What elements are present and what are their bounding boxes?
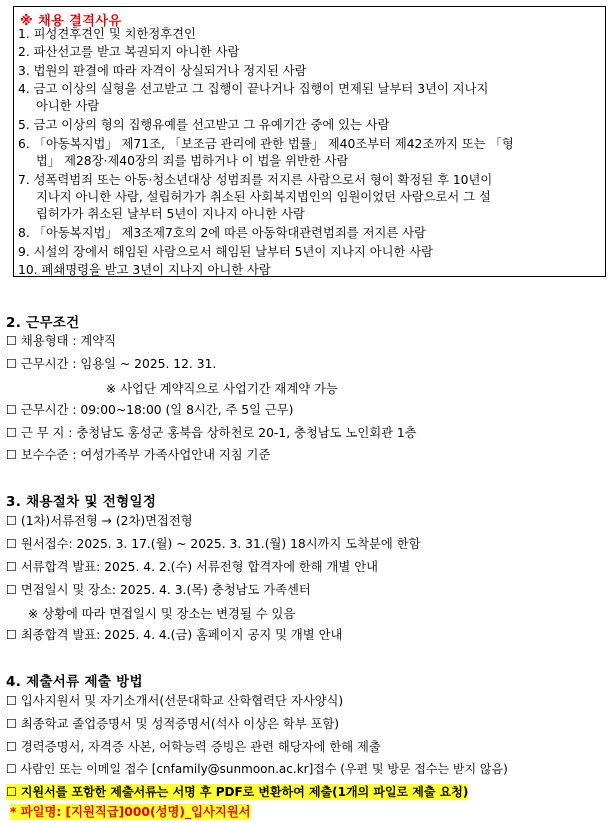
- highlighted-notice: ☐ 지원서를 포함한 제출서류는 서명 후 PDF로 변환하여 제출(1개의 파일로 제출 요청): [6, 785, 469, 799]
- list-item: ☐ (1차)서류전형 → (2차)면접전형: [6, 514, 193, 528]
- note-text: ※ 사업단 계약직으로 사업기간 재계약 가능: [106, 382, 338, 396]
- list-item-continuation: 립허가가 취소된 날부터 5년이 지나지 아니한 사람: [36, 207, 305, 221]
- list-item: ☐ 근무시간 : 임용일 ~ 2025. 12. 31.: [6, 357, 217, 371]
- list-item: ☐ 최종학교 졸업증명서 및 성적증명서(석사 이상은 학부 포함): [6, 717, 340, 731]
- list-item: ☐ 서류합격 발표: 2025. 4. 2.(수) 서류전형 합격자에 한해 개별 안내: [6, 560, 378, 574]
- list-item: 7. 성폭력범죄 또는 아동·청소년대상 성범죄를 저지른 사람으로서 형이 확정된 후 10년이: [18, 173, 493, 187]
- list-item: ☐ 면접일시 및 장소: 2025. 4. 3.(목) 충청남도 가족센터: [6, 583, 311, 597]
- list-item: 4. 금고 이상의 실형을 선고받고 그 집행이 끝나거나 집행이 면제된 날부터 3년이 지나지: [18, 82, 489, 96]
- section-title-work-conditions: 2. 근무조건: [6, 315, 80, 331]
- disqualification-title: ※ 채용 결격사유: [20, 14, 122, 29]
- list-item: 2. 파산선고를 받고 복권되지 아니한 사람: [18, 45, 240, 59]
- note-text: ※ 상황에 따라 면접일시 및 장소는 변경될 수 있음: [28, 607, 296, 621]
- list-item: 5. 금고 이상의 형의 집행유예를 선고받고 그 유예기간 중에 있는 사람: [18, 118, 390, 132]
- list-item: ☐ 입사지원서 및 자기소개서(선문대학교 산학협력단 자사양식): [6, 694, 344, 708]
- section-title-hiring-process: 3. 채용절차 및 전형일정: [6, 494, 157, 510]
- list-item: 6. 「아동복지법」 제71조, 「보조금 관리에 관한 법률」 제40조부터 제42조까지 또는 「형: [18, 137, 514, 151]
- list-item-continuation: 아니한 사람: [36, 99, 100, 113]
- filename-notice: * 파일명: [지원직급]000(성명)_입사지원서: [10, 805, 251, 819]
- list-item-continuation: 지나지 아니한 사람, 설립허가가 취소된 사회복지법인의 임원이었던 사람으로서 그 설: [36, 190, 491, 204]
- disqualification-box: [13, 6, 606, 277]
- list-item: ☐ 원서접수: 2025. 3. 17.(월) ~ 2025. 3. 31.(월) 18시까지 도착분에 한함: [6, 537, 421, 551]
- list-item: 3. 법원의 판결에 따라 자격이 상실되거나 정지된 사람: [18, 64, 307, 78]
- list-item: ☐ 근 무 지 : 충청남도 홍성군 홍북읍 상하천로 20-1, 충청남도 노인회관 1층: [6, 426, 417, 440]
- list-item: 10. 폐쇄명령을 받고 3년이 지나지 아니한 사람: [18, 263, 271, 277]
- list-item-continuation: 법」 제28장·제40장의 죄를 범하거나 이 법을 위반한 사람: [36, 154, 349, 168]
- list-item: ☐ 근무시간 : 09:00~18:00 (일 8시간, 주 5일 근무): [6, 403, 294, 417]
- list-item: 9. 시설의 장에서 해임된 사람으로서 해임된 날부터 5년이 지나지 아니한 사람: [18, 245, 434, 259]
- list-item: ☐ 경력증명서, 자격증 사본, 어학능력 증빙은 관련 해당자에 한해 제출: [6, 740, 381, 754]
- list-item: ☐ 최종합격 발표: 2025. 4. 4.(금) 홈페이지 공지 및 개별 안내: [6, 628, 343, 642]
- list-item: 1. 피성견후견인 및 치한정후견인: [18, 27, 196, 41]
- section-title-documents: 4. 제출서류 제출 방법: [6, 674, 143, 690]
- list-item: ☐ 사람인 또는 이메일 접수 [cnfamily@sunmoon.ac.kr]접수 (우편 및 방문 접수는 받지 않음): [6, 762, 508, 776]
- list-item: ☐ 보수수준 : 여성가족부 가족사업안내 지침 기준: [6, 448, 271, 462]
- list-item: ☐ 채용형태 : 계약직: [6, 334, 117, 348]
- list-item: 8. 「아동복지법」 제3조제7호의 2에 따른 아동학대관련범죄를 저지른 사람: [18, 226, 426, 240]
